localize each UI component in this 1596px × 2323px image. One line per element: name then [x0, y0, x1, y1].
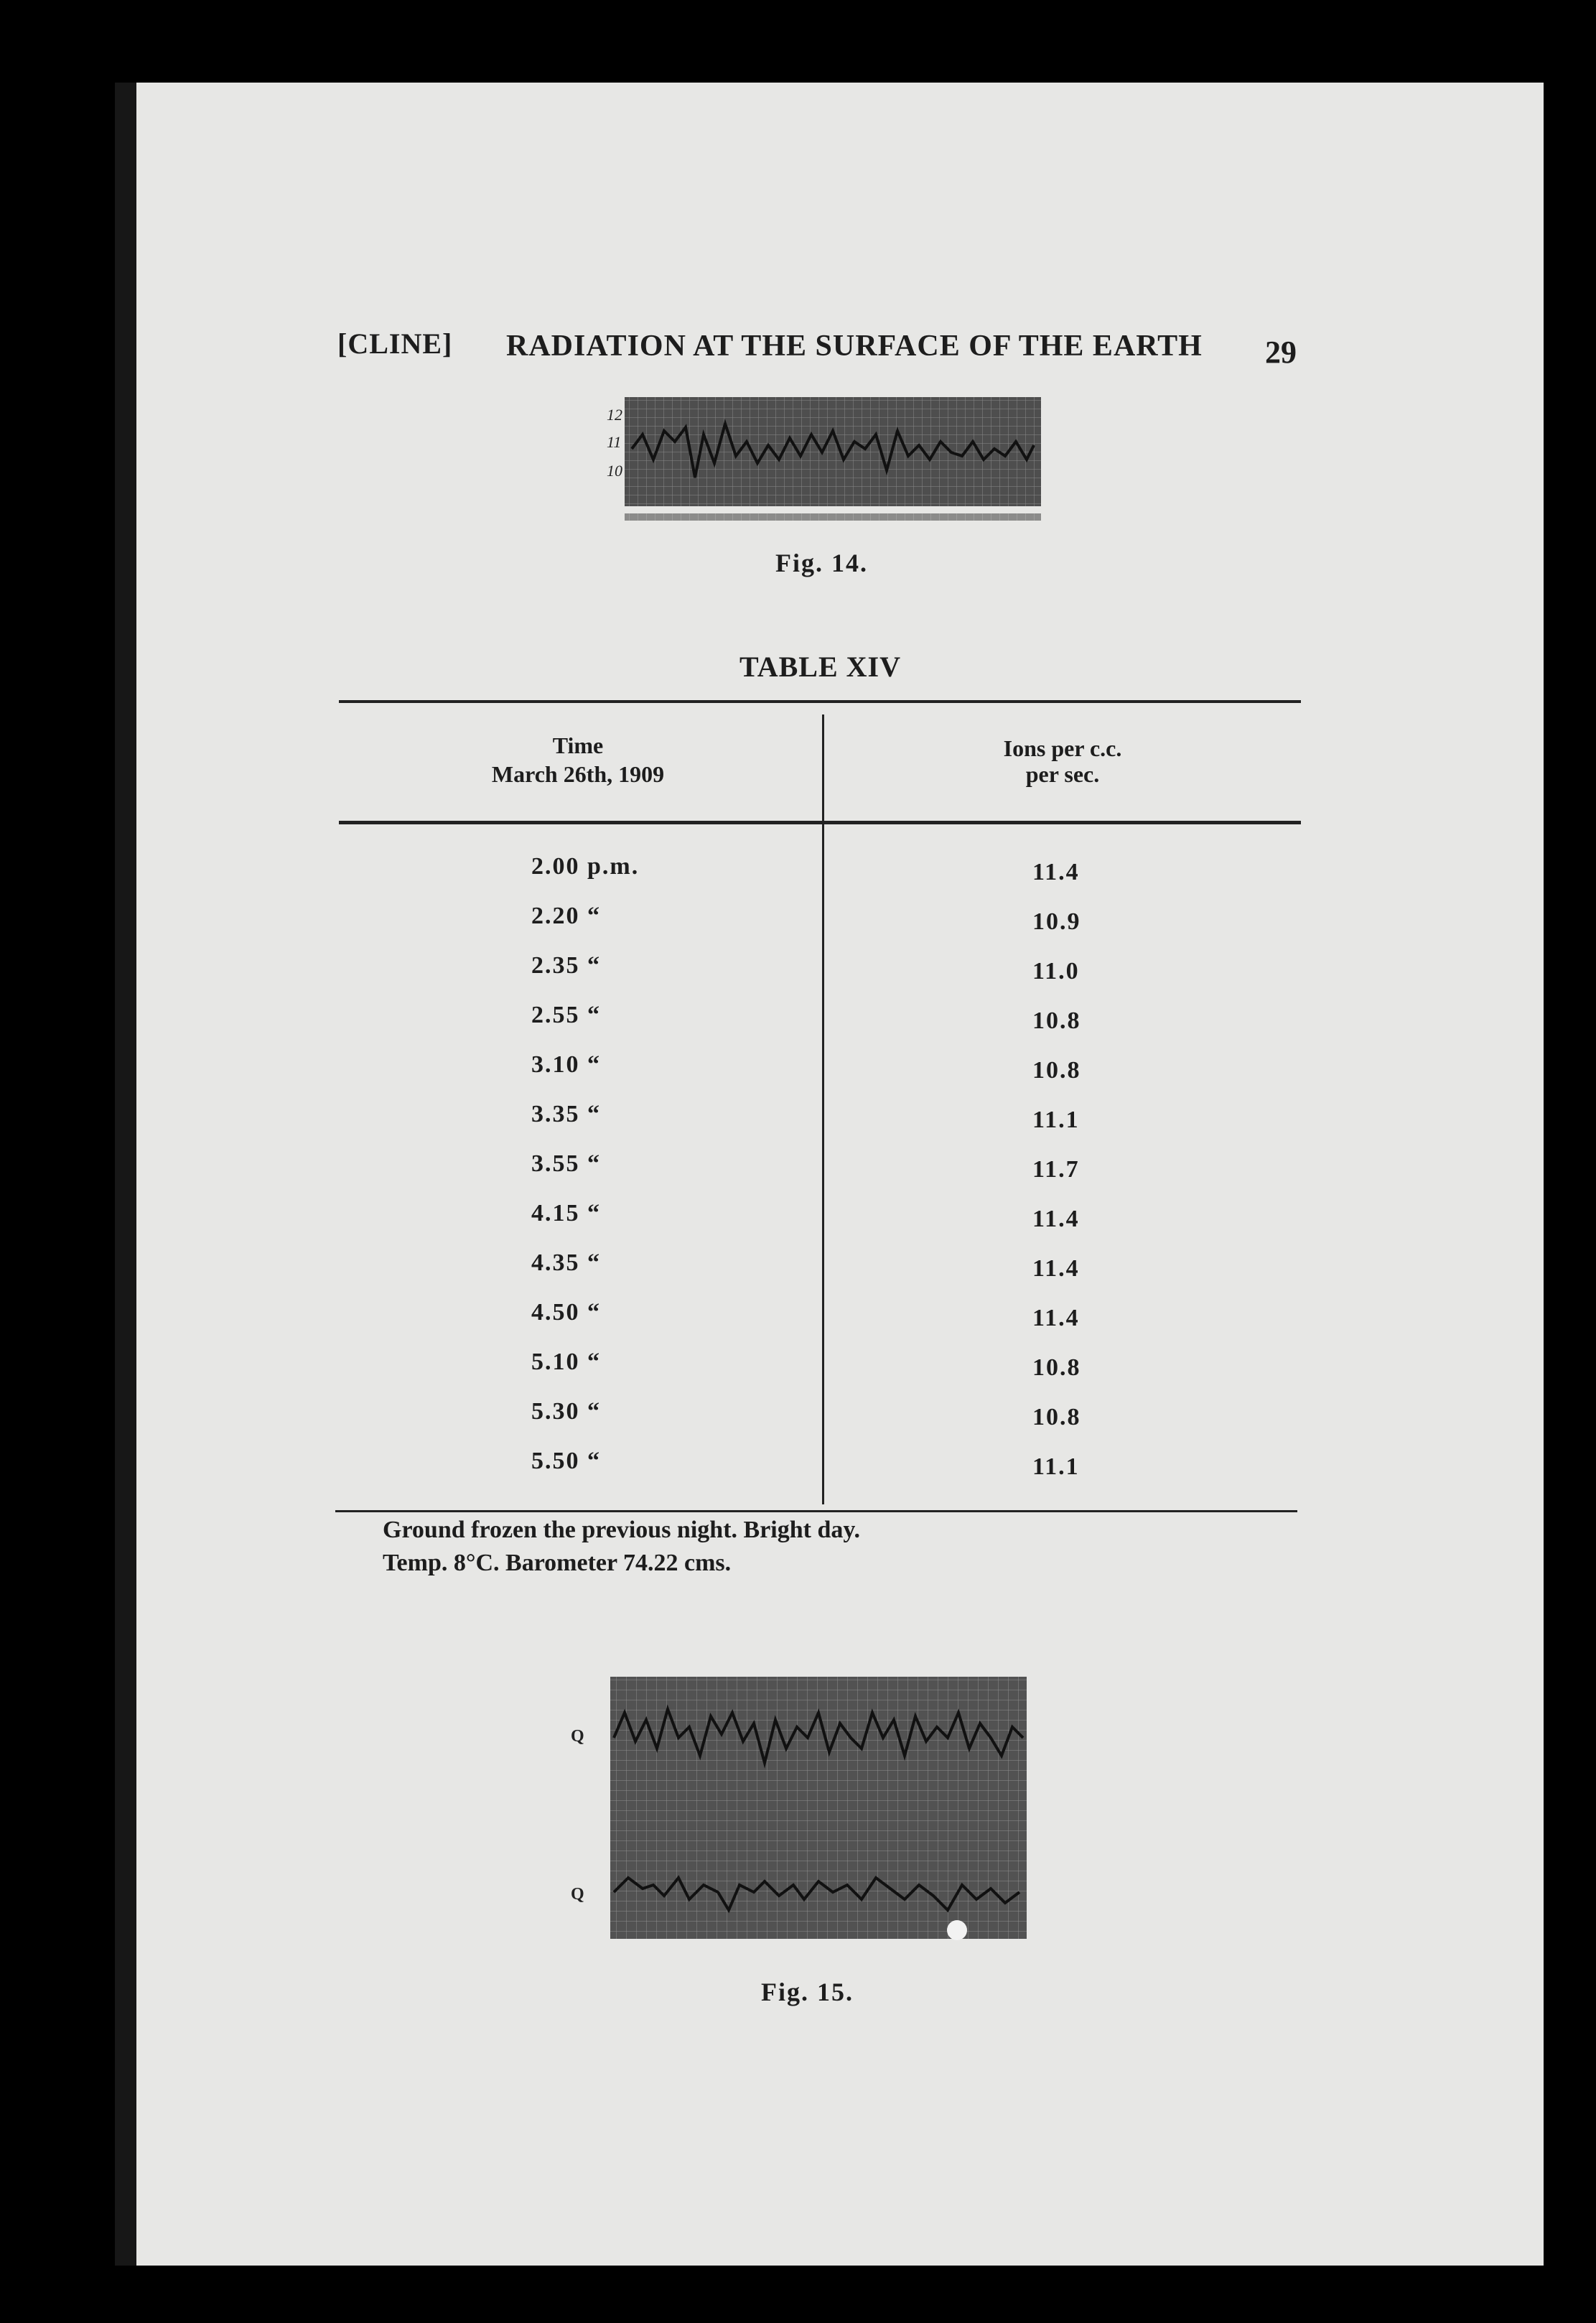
table-cell-time: 2.35 “	[531, 952, 601, 979]
table-cell-time: 5.30 “	[531, 1398, 601, 1425]
figure-14-tick-11: 11	[607, 433, 622, 451]
table-cell-ions: 11.1	[1032, 1453, 1080, 1480]
running-head-tag: [CLINE]	[337, 327, 453, 360]
table-cell-time: 2.00 p.m.	[531, 853, 640, 880]
figure-15-upper-label: Q	[571, 1727, 584, 1746]
table-cell-ions: 11.4	[1032, 1255, 1080, 1282]
figure-14-chart	[603, 391, 1063, 535]
table-cell-ions: 10.9	[1032, 908, 1081, 935]
table-cell-time: 5.50 “	[531, 1448, 601, 1474]
table-column-divider	[822, 714, 824, 1504]
table-note-line2: Temp. 8°C. Barometer 74.22 cms.	[383, 1550, 732, 1576]
table-cell-time: 4.35 “	[531, 1249, 601, 1276]
book-spine-edge	[115, 83, 136, 2266]
table-note-line1: Ground frozen the previous night. Bright day.	[383, 1517, 860, 1543]
table-cell-time: 5.10 “	[531, 1349, 601, 1375]
table-cell-time: 3.10 “	[531, 1051, 601, 1078]
figure-15-caption: Fig. 15.	[761, 1978, 854, 2006]
figure-14-tick-10: 10	[607, 462, 622, 480]
figure-15-blot	[947, 1920, 967, 1940]
table-header-rule	[339, 821, 1301, 824]
table-cell-time: 2.20 “	[531, 903, 601, 929]
column-header-ions-line1: Ions per c.c.	[1003, 735, 1122, 761]
column-header-time	[431, 731, 725, 788]
column-header-time-line2: March 26th, 1909	[491, 761, 665, 787]
figure-15-lower-label: Q	[571, 1885, 584, 1904]
column-header-ions	[919, 735, 1206, 787]
table-cell-ions: 11.0	[1032, 958, 1080, 984]
table-top-rule	[339, 700, 1301, 703]
figure-14-tick-12: 12	[607, 406, 622, 424]
table-cell-time: 4.50 “	[531, 1299, 601, 1326]
table-cell-time: 4.15 “	[531, 1200, 601, 1226]
table-title: TABLE XIV	[739, 651, 901, 683]
table-cell-ions: 11.4	[1032, 859, 1080, 885]
table-bottom-rule	[335, 1510, 1297, 1512]
table-cell-ions: 10.8	[1032, 1007, 1081, 1034]
table-cell-time: 3.55 “	[531, 1150, 601, 1177]
column-header-time-line1: Time	[552, 732, 604, 758]
table-cell-ions: 10.8	[1032, 1057, 1081, 1084]
column-header-ions-line2: per sec.	[1025, 761, 1100, 787]
figure-15-chart	[546, 1670, 1048, 1957]
running-head-title: RADIATION AT THE SURFACE OF THE EARTH	[506, 330, 1203, 363]
figure-14-caption: Fig. 14.	[775, 549, 868, 577]
table-cell-ions: 11.4	[1032, 1305, 1080, 1331]
table-cell-ions: 10.8	[1032, 1404, 1081, 1430]
figure-14-x-ticks	[625, 513, 1041, 521]
table-cell-time: 2.55 “	[531, 1002, 601, 1028]
page-number: 29	[1265, 335, 1297, 370]
table-cell-time: 3.35 “	[531, 1101, 601, 1127]
table-cell-ions: 11.4	[1032, 1206, 1080, 1232]
table-cell-ions: 10.8	[1032, 1354, 1081, 1381]
table-cell-ions: 11.7	[1032, 1156, 1080, 1183]
table-cell-ions: 11.1	[1032, 1107, 1080, 1133]
